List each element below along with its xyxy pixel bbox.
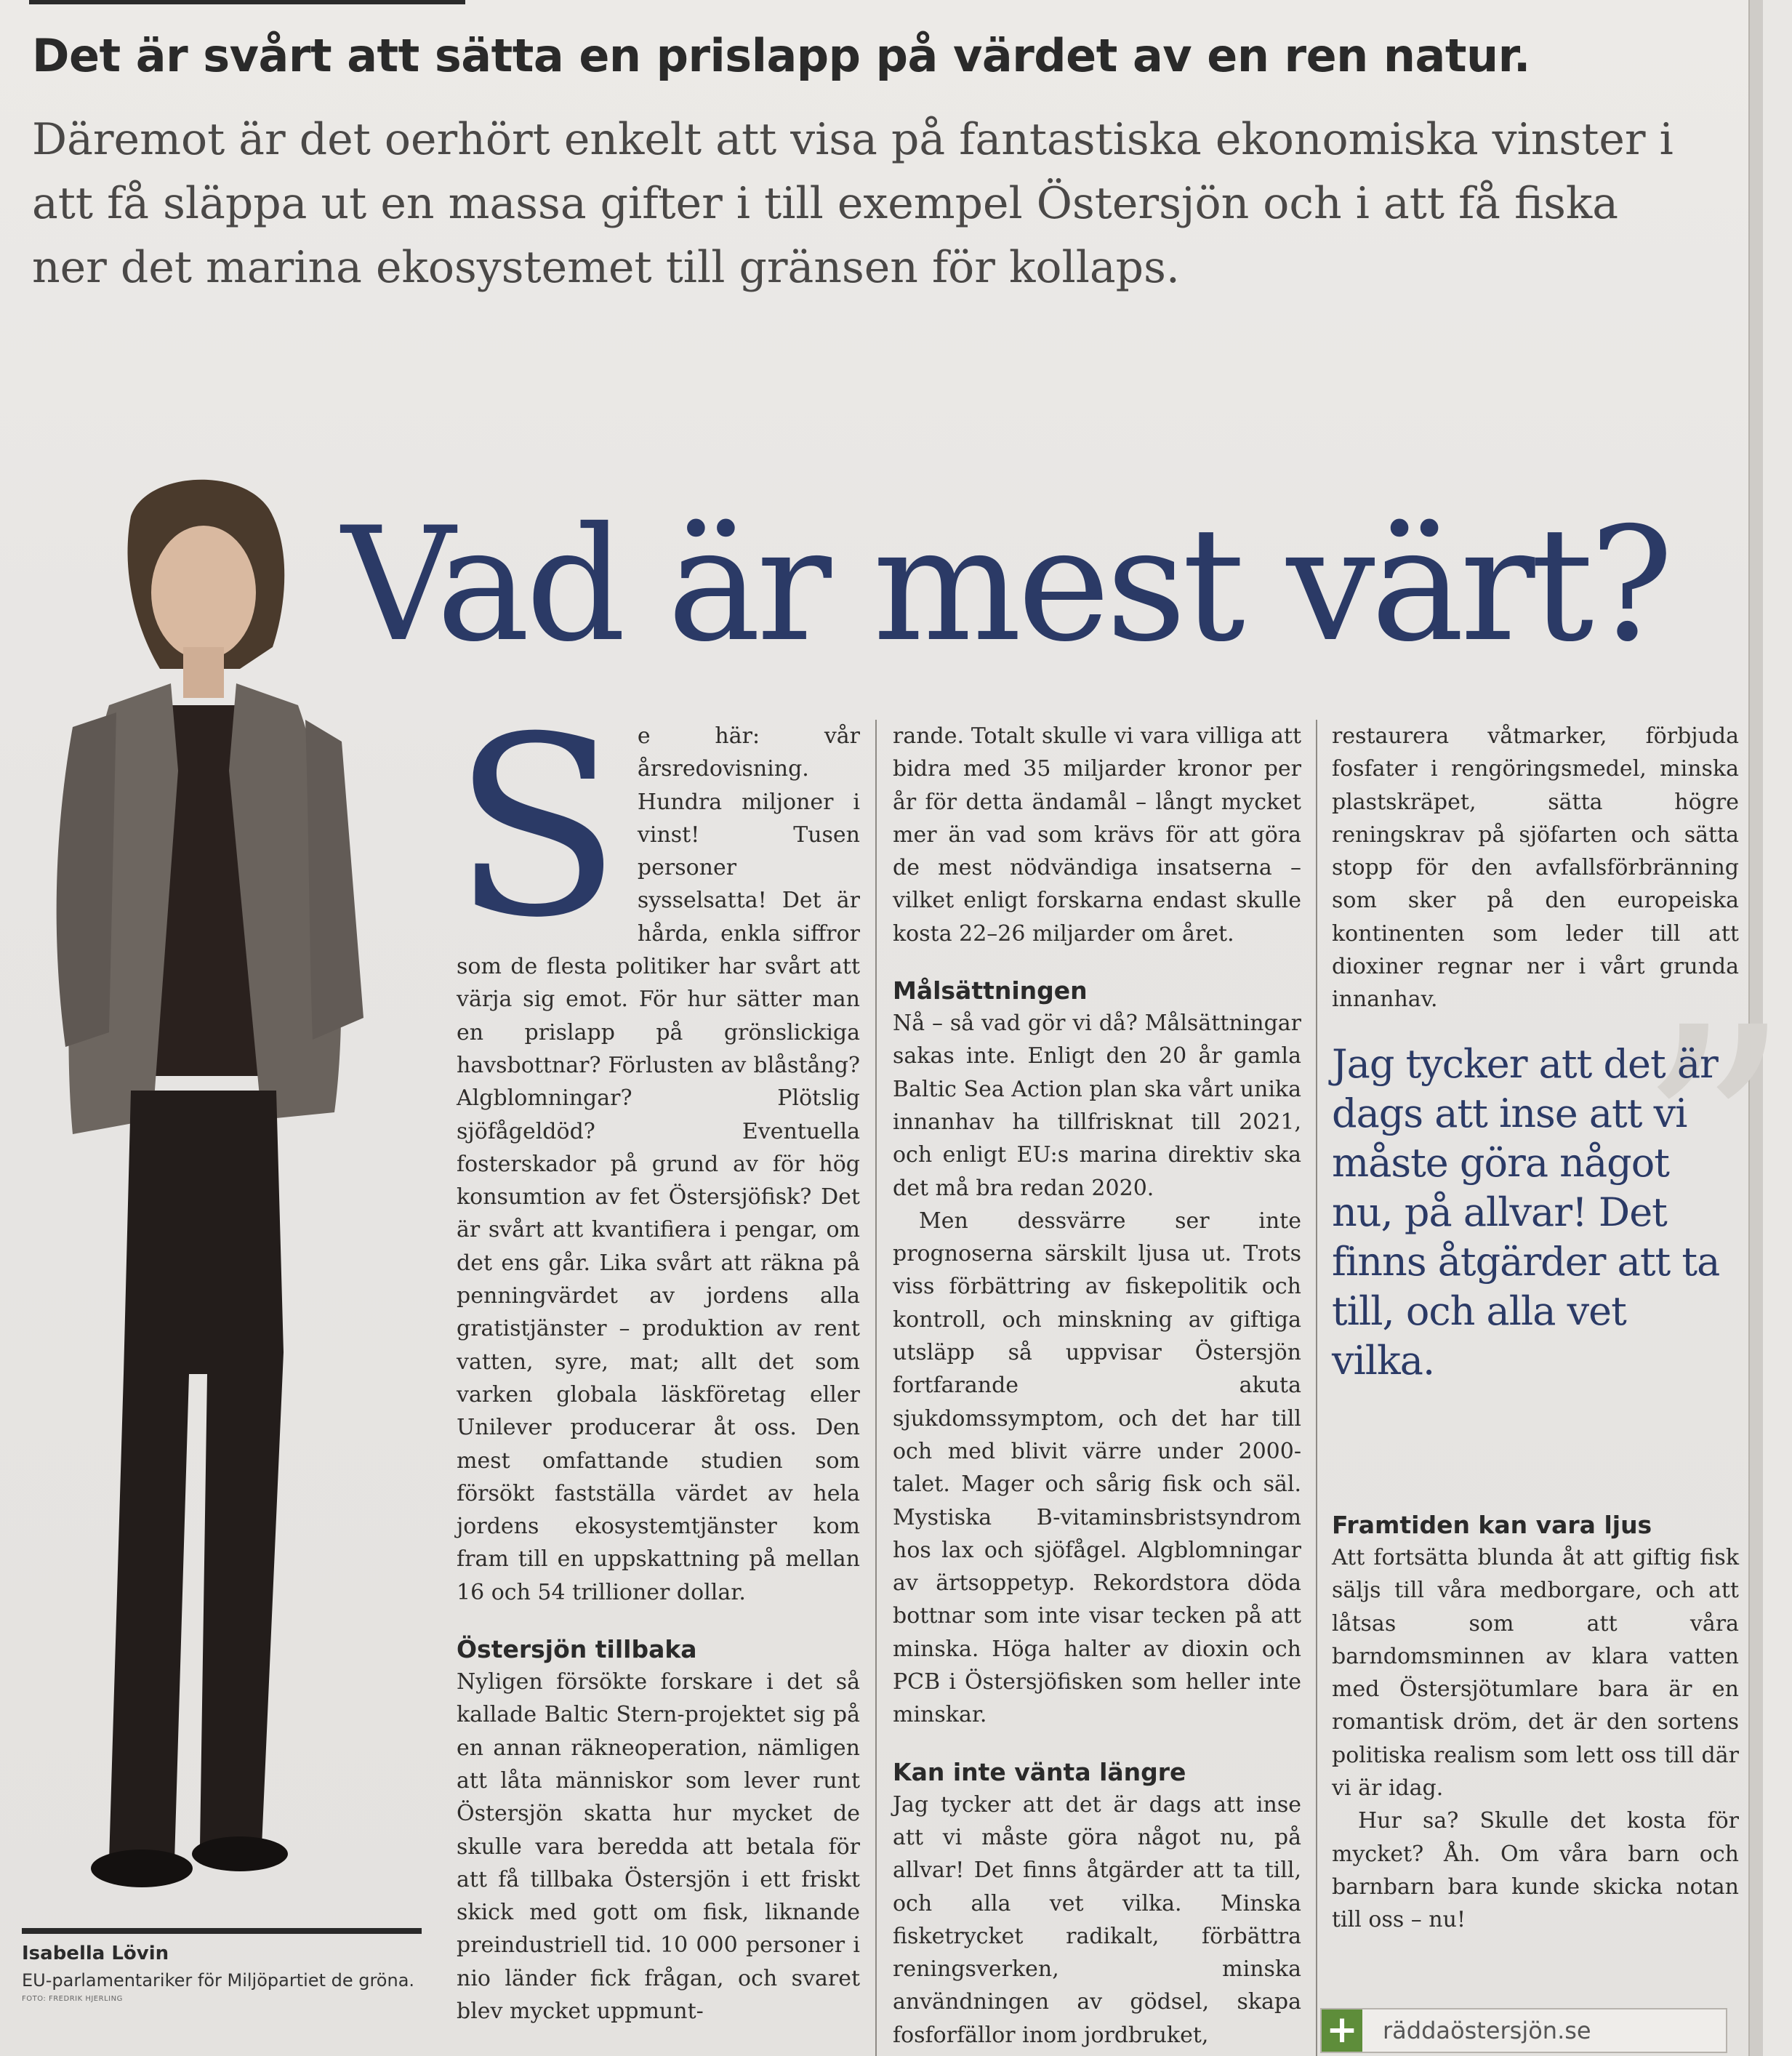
- subheading-kan-inte-vanta-langre: Kan inte vänta längre: [893, 1757, 1186, 1786]
- paragraph: Jag tycker att det är dags att inse att vi måste göra något nu, på allvar! Det finns åtgärder att ta till, och alla vet vilka. Minska fisketrycket radikalt, förbättra reningsverken, minska användningen av gödsel, skapa fosforfällor inom jordbruket,: [893, 1791, 1301, 2048]
- subheading-framtiden-kan-vara-ljus: Framtiden kan vara ljus: [1332, 1511, 1652, 1539]
- plus-icon: +: [1322, 2009, 1362, 2052]
- campaign-url: räddaöstersjön.se: [1383, 2017, 1591, 2044]
- lead-paragraph: Däremot är det oerhört enkelt att visa på fantastiska ekonomiska vinster i att få släppa ut en massa gifter i till exempel Östersjön och i att få fiska ner det marina ekosystemet till gränsen för kollaps.: [32, 114, 1674, 293]
- intro-text: e här: vår årsredovisning. Hundra miljoner i vinst! Tusen personer sysselsatta! Det är hårda, enkla siffror som de flesta politiker har svårt att värja sig emot. För hur sätter man en prislapp på grönslickiga havsbottnar? Förlusten av blåstång? Algblomningar? Plötslig sjöfågeldöd? Eventuella fosterskador på grund av för hög konsumtion av fet Östersjöfisk? Det är svårt att kvantifiera i pengar, om det ens går. Lika svårt att räkna på penningvärdet av jordens alla gratistjänster – produktion av rent vatten, syre, mat; allt det som varken globala läskföretag eller Unilever producerar åt oss. Den mest omfattande studien som försökt fastställa värdet av hela jordens ekosystemtjänster kom fram till en uppskattning på mellan 16 och 54 trillioner dollar.: [457, 723, 860, 1605]
- photo-credit: FOTO: FREDRIK HJERLING: [22, 1995, 123, 2003]
- paragraph: Nå – så vad gör vi då? Målsättningar sakas inte. Enligt den 20 år gamla Baltic Sea Action plan ska vårt unika innanhav ha tillfrisknat till 2021, och enligt EU:s marina direktiv ska det må bra redan 2020.: [893, 1011, 1301, 1201]
- article-column-1: [452, 684, 860, 2028]
- paragraph: Nyligen försökte forskare i det så kallade Baltic Stern-projektet sig på en annan räkneoperation, nämligen att låta människor som lever runt Östersjön skatta hur mycket de skulle vara beredda att betala för att få tillbaka Östersjön i ett friskt skick med gott om fisk, liknande preindustriell tid. 10 000 personer i nio länder fick frågan, och svaret blev mycket uppmunt-: [457, 1669, 860, 2024]
- paragraph: Att fortsätta blunda åt att giftig fisk säljs till våra medborgare, och att låtsas som att våra barndomsminnen av klara vatten med Östersjötumlare bara är en romantisk dröm, det är den sortens politiska realism som lett oss till där vi är idag.: [1332, 1545, 1739, 1802]
- campaign-link[interactable]: [1320, 2008, 1727, 2053]
- subheading-malsattningen: Målsättningen: [893, 976, 1088, 1005]
- pull-quote: Jag tycker att det är dags att inse att vi måste göra något nu, på allvar! Det finns åtgärder att ta till, och alla vet vilka.: [1332, 1041, 1720, 1384]
- lead-bold-sentence: Det är svårt att sätta en prislapp på värdet av en ren natur.: [32, 29, 1530, 82]
- drop-cap: S: [452, 684, 622, 972]
- column-divider: [1316, 720, 1317, 2056]
- paragraph: rande. Totalt skulle vi vara villiga att bidra med 35 miljarder kronor per år för detta ändamål – långt mycket mer än vad som krävs för att göra de mest nödvändiga insatserna – vilket enligt forskarna endast skulle kosta 22–26 miljarder om året.: [893, 723, 1301, 947]
- caption-role: EU-parlamentariker för Miljöpartiet de gröna.: [22, 1970, 415, 1991]
- paragraph: Men dessvärre ser inte prognoserna särskilt ljusa ut. Trots viss förbättring av fiskepolitik och kontroll, och minskning av giftiga utsläpp så uppvisar Östersjön fortfarande akuta sjukdomssymptom, och det har till och med blivit värre under 2000-talet. Mager och sårig fisk och säl. Mystiska B-vitaminsbristsyndrom hos lax och sjöfågel. Algblomningar av ärtsoppetyp. Rekordstora döda bottnar som inte visar tecken på att minska. Höga halter av dioxin och PCB i Östersjöfisken som heller inte minskar.: [893, 1208, 1301, 1728]
- paragraph: restaurera våtmarker, förbjuda fosfater i rengöringsmedel, minska plastskräpet, sätta högre reningskrav på sjöfarten och sätta stopp för den avfallsförbränning som sker på den europeiska kontinenten som leder till att dioxiner regnar ner i vårt grunda innanhav.: [1332, 723, 1739, 1013]
- headline: Vad är mest värt?: [342, 494, 1670, 676]
- subheading-ostersjon-tillbaka: Östersjön tillbaka: [457, 1635, 697, 1664]
- caption-rule: [22, 1928, 422, 1934]
- paragraph: Hur sa? Skulle det kosta för mycket? Åh. Om våra barn och barnbarn bara kunde skicka notan till oss – nu!: [1332, 1808, 1739, 1933]
- intro-paragraph: [452, 684, 860, 1609]
- top-rule: [29, 0, 465, 4]
- caption-name: Isabella Lövin: [22, 1943, 169, 1964]
- article-column-3-lower: [1332, 1509, 1739, 1937]
- quote-mark-icon: ”: [1636, 963, 1792, 1319]
- column-divider: [875, 720, 877, 2056]
- article-column-2: [893, 720, 1301, 2052]
- author-photo: [22, 465, 451, 1912]
